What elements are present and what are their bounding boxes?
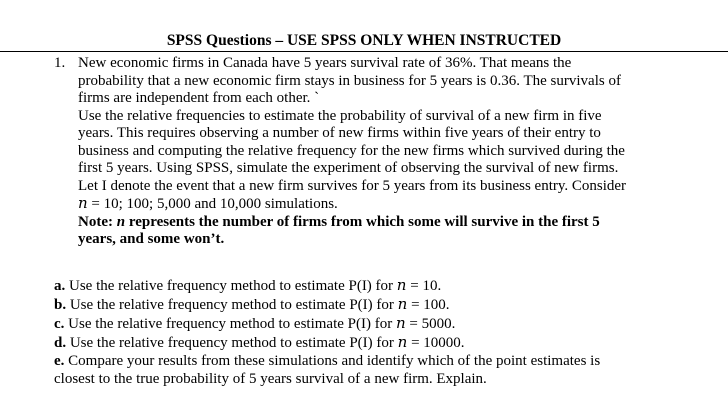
equals-sign: = (407, 297, 424, 313)
note-variable-n: n (116, 213, 126, 230)
equals-sign: = (406, 278, 423, 294)
question-line: Let I denote the event that a new firm survives for 5 years from its business entry. Consider (78, 177, 627, 194)
sub-question-value: 5000. (421, 316, 456, 332)
math-variable-n: n (397, 333, 408, 351)
sub-question-a (54, 276, 674, 295)
note-line (78, 214, 668, 232)
question-line: business and computing the relative frequency for the new firms which survived during the (78, 142, 625, 159)
note-line-continued: years, and some won’t. (78, 231, 225, 247)
sub-question-letter: c. (54, 316, 65, 332)
note-text: represents the number of firms from which some will survive in the first 5 (125, 213, 600, 230)
sub-question-e (54, 352, 674, 370)
question-line: firms are independent from each other. ` (78, 90, 320, 106)
note-label: Note: (78, 213, 117, 230)
simulation-sizes-text: 10; 100; 5,000 and 10,000 simulations. (103, 196, 338, 212)
simulation-sizes-line (78, 195, 668, 214)
question-line: probability that a new economic firm stays in business for 5 years is 0.36. The survivals of (78, 72, 621, 89)
math-variable-n: n (397, 295, 408, 313)
question-number: 1. (54, 55, 66, 71)
question-body (78, 55, 668, 249)
page-title: SPSS Questions – USE SPSS ONLY WHEN INSTRUCTED (166, 32, 562, 49)
equals-sign: = (87, 196, 104, 212)
sub-question-c (54, 314, 674, 333)
sub-question-text: Use the relative frequency method to estimate P(I) for (65, 278, 397, 294)
math-variable-n: n (396, 276, 407, 294)
sub-question-text: Use the relative frequency method to estimate P(I) for (66, 297, 398, 313)
sub-question-b (54, 295, 674, 314)
sub-question-text: Compare your results from these simulations and identify which of the point estimates is (64, 353, 601, 369)
question-line: Use the relative frequencies to estimate the probability of survival of a new firm in five (78, 107, 602, 124)
sub-question-value: 10000. (423, 335, 465, 351)
sub-question-e-continued: closest to the true probability of 5 years survival of a new firm. Explain. (54, 371, 487, 387)
sub-question-text: Use the relative frequency method to estimate P(I) for (64, 316, 396, 332)
math-variable-n: n (78, 194, 88, 212)
sub-question-text: Use the relative frequency method to estimate P(I) for (66, 335, 398, 351)
question-line: New economic firms in Canada have 5 years survival rate of 36%. That means the (78, 55, 572, 71)
equals-sign: = (405, 316, 422, 332)
sub-question-letter: d. (54, 335, 67, 351)
title-underline-divider (0, 51, 728, 52)
sub-question-letter: a. (54, 278, 66, 294)
sub-questions (54, 276, 674, 388)
question-line: first 5 years. Using SPSS, simulate the experiment of observing the survival of new firms. (78, 160, 619, 176)
equals-sign: = (407, 335, 424, 351)
sub-question-value: 100. (423, 297, 450, 313)
sub-question-letter: e. (54, 353, 65, 369)
sub-question-value: 10. (422, 278, 442, 294)
sub-question-letter: b. (54, 297, 67, 313)
question-line: years. This requires observing a number of new firms within five years of their entry to (78, 125, 601, 141)
sub-question-d (54, 333, 674, 352)
math-variable-n: n (395, 314, 406, 332)
